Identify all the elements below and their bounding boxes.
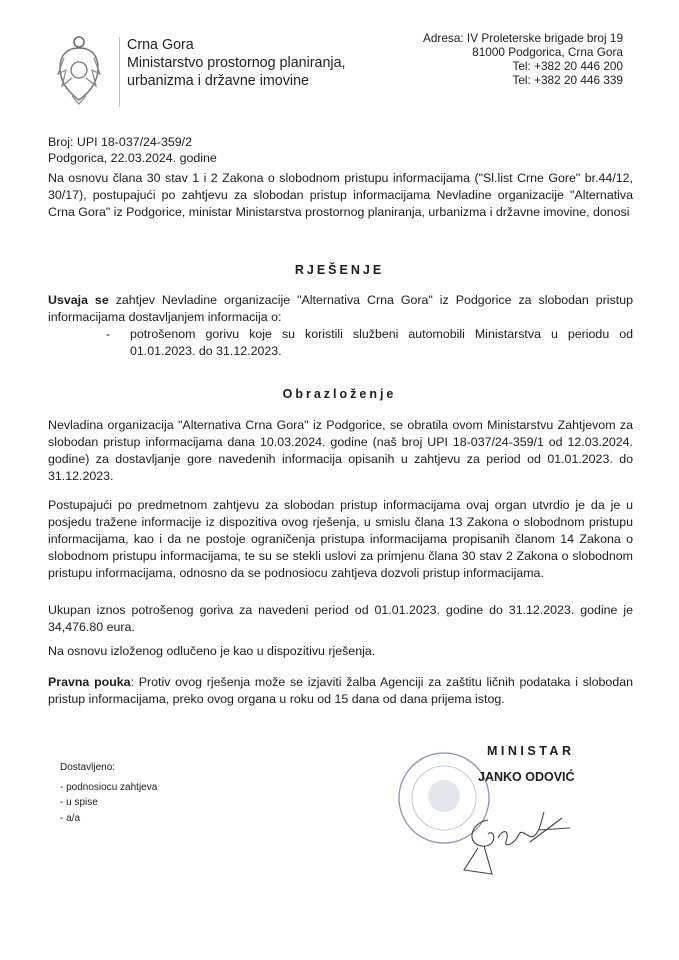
coat-of-arms-logo	[56, 34, 102, 106]
decision-bullet: potrošenom gorivu koje su koristili službeni automobili Ministarstva u periodu od 01.01.2023. do 31.12.2023.	[130, 327, 633, 358]
decision-title: RJEŠENJE	[294, 263, 385, 277]
ministry-line-1: Ministarstvo prostornog planiranja,	[127, 55, 346, 71]
reasoning-paragraph-1: Nevladina organizacija "Alternativa Crna Gora" iz Podgorice, se obratila ovom Ministarstvu Zahtjevom za slobodan pristup informacijama dana 10.03.2024. godine (naš broj UPI 18-037/24-359/1 od 12.03.2024. godine) za dostavljanje gore navedenih informacija opisanih u zahtjevu za period od 01.01.2023. do 31.12.2023.	[48, 418, 633, 483]
telephone-1: Tel: +382 20 446 200	[512, 59, 623, 73]
header-divider	[119, 37, 120, 107]
reasoning-title: Obrazloženje	[282, 387, 397, 401]
place-date: Podgorica, 22.03.2024. godine	[48, 151, 217, 165]
decision-text: zahtjev Nevladine organizacije "Alternativa Crna Gora" iz Podgorice za slobodan pristup informacijama dostavljanjem informacija o:	[48, 293, 633, 324]
signatory-title: MINISTAR	[487, 744, 575, 758]
document-meta	[48, 134, 217, 166]
address-line-1: Adresa: IV Proleterske brigade broj 19	[423, 31, 623, 45]
reasoning-paragraph-2: Postupajući po predmetnom zahtjevu za slobodan pristup informacijama ovaj organ utvrdio je da je u posjedu tražene informacije iz dispozitiva ovog rješenja, u smislu člana 13 Zakona o slobodnom pristupu informacijama, kao i da ne postoje ograničenja pristupa informacijama propisanih članom 14 Zakona o slobodnom pristupu informacijama, te su se stekli uslovi za primjenu člana 30 stav 2 Zakona o slobodnom pristupu informacijama, odnosno da se podnosiocu zahtjeva dozvoli pristup informacijama.	[48, 498, 633, 580]
delivery-item: - podnosiocu zahtjeva	[60, 781, 158, 793]
ministry-name	[127, 36, 346, 90]
signature-scribble	[458, 808, 578, 878]
delivery-item: - u spise	[60, 797, 98, 808]
country-name: Crna Gora	[127, 37, 194, 53]
delivery-label: Dostavljeno:	[60, 762, 116, 773]
reasoning-paragraph-3: Ukupan iznos potrošenog goriva za navedeni period od 01.01.2023. godine do 31.12.2023. godine je 34,476.80 eura.	[48, 603, 633, 634]
signatory-name: JANKO ODOVIĆ	[478, 770, 575, 784]
contact-block	[423, 31, 623, 87]
decision-lead: Usvaja se	[48, 293, 109, 307]
delivery-item: - a/a	[60, 812, 81, 824]
address-line-2: 81000 Podgorica, Crna Gora	[472, 45, 623, 59]
telephone-2: Tel: +382 20 446 339	[512, 73, 623, 87]
document-number: Broj: UPI 18-037/24-359/2	[48, 135, 192, 149]
legal-notice	[48, 674, 633, 708]
legal-notice-label: Pravna pouka	[48, 675, 131, 689]
legal-notice-text: : Protiv ovog rješenja može se izjaviti žalba Agenciji za zaštitu ličnih podataka i slobodan pristup informacijama, preko ovog organa u roku od 15 dana od dana prijema istog.	[48, 675, 633, 706]
intro-paragraph: Na osnovu člana 30 stav 1 i 2 Zakona o slobodnom pristupu informacijama ("Sl.list Crne Gore" br.44/12, 30/17), postupajući po zahtjevu za slobodan pristup informacijama Nevladine organizacije "Alternativa Crna Gora" iz Podgorice, ministar Ministarstva prostornog planiranja, urbanizma i državne imovine, donosi	[48, 171, 633, 219]
bullet-dash: -	[106, 327, 111, 341]
delivery-list	[60, 760, 157, 826]
ministry-line-2: urbanizma i državne imovine	[127, 73, 309, 89]
decision-paragraph	[48, 292, 633, 326]
reasoning-paragraph-4: Na osnovu izloženog odlučeno je kao u dispozitivu rješenja.	[48, 644, 376, 658]
